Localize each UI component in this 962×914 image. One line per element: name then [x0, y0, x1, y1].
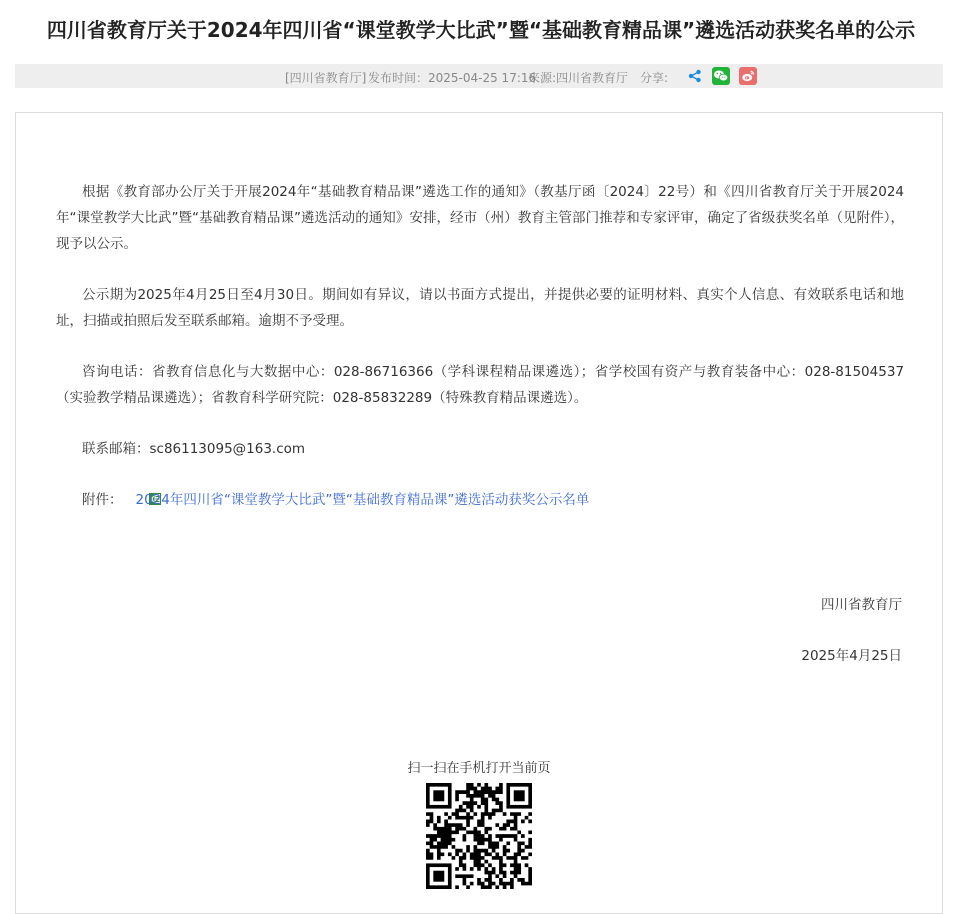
weibo-icon[interactable] [739, 67, 757, 85]
attachment-link[interactable]: 2024年四川省“课堂教学大比武”暨“基础教育精品课”遴选活动获奖公示名单 [135, 492, 590, 508]
qr-caption: 扫一扫在手机打开当前页 [407, 761, 551, 776]
sign-organization: 四川省教育厅 [821, 597, 902, 613]
page-title: 四川省教育厅关于2024年四川省“课堂教学大比武”暨“基础教育精品课”遴选活动获奖名单的公示 [46, 18, 916, 42]
source-label: 来源:四川省教育厅 [528, 71, 629, 85]
qr-code [426, 783, 532, 889]
article-meta-bar [15, 64, 943, 88]
share-label: 分享: [640, 71, 669, 85]
paragraph-period: 公示期为2025年4月25日至4月30日。期间如有异议，请以书面方式提出，并提供必要的证明材料、真实个人信息、有效联系电话和地址，扫描或拍照后发至联系邮箱。逾期不予受理。 [56, 287, 904, 329]
sign-date: 2025年4月25日 [801, 648, 902, 664]
source-tag: [四川省教育厅] [285, 71, 367, 85]
publish-time: 发布时间：2025-04-25 17:16 [368, 71, 537, 85]
paragraph-contact-phone: 咨询电话：省教育信息化与大数据中心：028-86716366（学科课程精品课遴选）；省学校国有资产与教育装备中心：028-81504537（实验教学精品课遴选）；省教育科学研究院：028-85832289（特殊教育精品课遴选）。 [56, 364, 904, 406]
paragraph-attachment [56, 487, 904, 513]
wechat-icon[interactable] [712, 67, 730, 85]
attachment-label: 附件： [82, 492, 123, 508]
share-icon[interactable] [686, 67, 704, 85]
excel-file-icon [123, 488, 135, 500]
article-content [15, 112, 943, 914]
paragraph-intro: 根据《教育部办公厅关于开展2024年“基础教育精品课”遴选工作的通知》（教基厅函〔2024〕22号）和《四川省教育厅关于开展2024年“课堂教学大比武”暨“基础教育精品课”遴选活动的通知》安排，经市（州）教育主管部门推荐和专家评审，确定了省级获奖名单（见附件），现予以公示。 [56, 184, 904, 252]
paragraph-email: 联系邮箱：sc86113095@163.com [82, 441, 306, 457]
